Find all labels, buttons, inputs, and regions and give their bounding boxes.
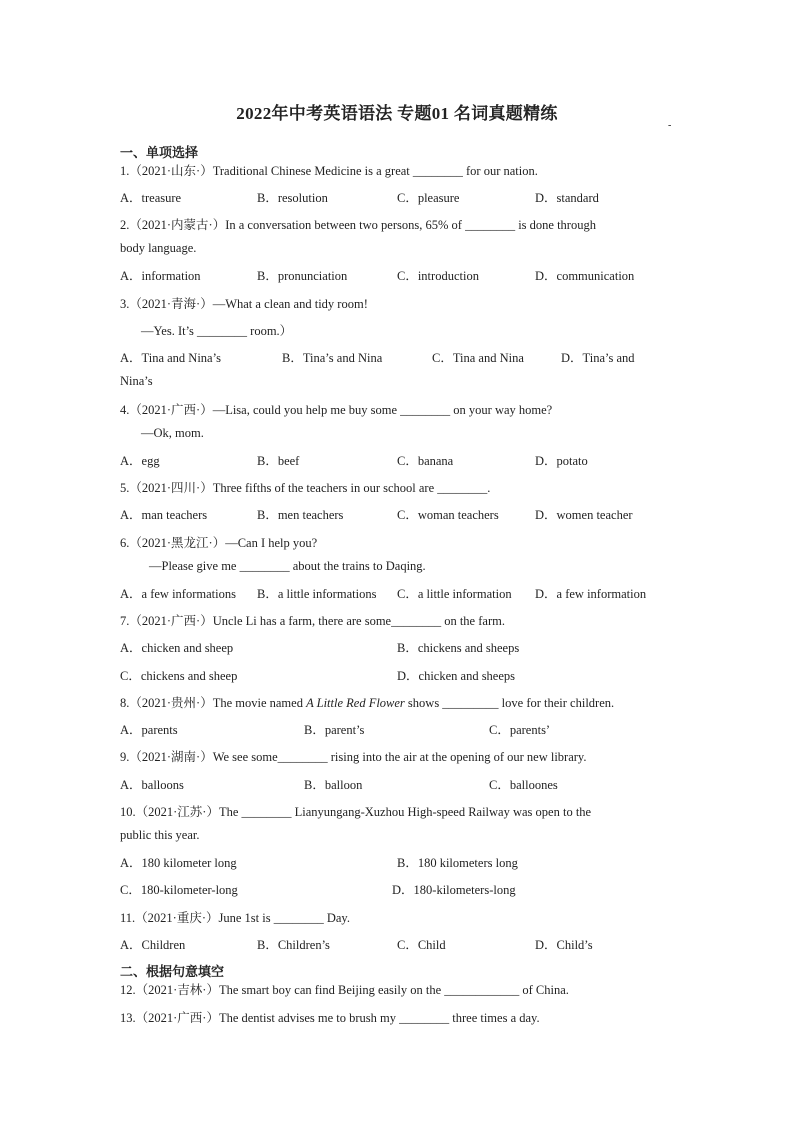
q9-option-a[interactable]: A．balloons	[120, 778, 184, 792]
question-8-stem-start: 8.（2021·贵州·）The movie named	[120, 696, 307, 710]
question-4-dialogue: —Ok, mom.	[141, 426, 204, 440]
q6-option-d[interactable]: D．a few information	[535, 587, 647, 601]
q2-option-c[interactable]: C．introduction	[397, 269, 479, 283]
q7-option-b[interactable]: B．chickens and sheeps	[397, 641, 520, 655]
q5-option-a[interactable]: A．man teachers	[120, 508, 208, 522]
q1-option-d[interactable]: D．standard	[535, 191, 599, 205]
q2-option-a[interactable]: A．information	[120, 269, 201, 283]
question-2-stem-cont: body language.	[120, 241, 197, 255]
question-10-stem-cont: public this year.	[120, 828, 200, 842]
question-6-dialogue: —Please give me ________ about the trains to Daqing.	[149, 559, 426, 573]
q1-option-c[interactable]: C．pleasure	[397, 191, 460, 205]
q10-option-c[interactable]: C．180-kilometer-long	[120, 883, 238, 897]
q3-option-b[interactable]: B．Tina’s and Nina	[282, 351, 383, 365]
q6-option-a[interactable]: A．a few informations	[120, 587, 236, 601]
q6-option-b[interactable]: B．a little informations	[257, 587, 377, 601]
q5-option-b[interactable]: B．men teachers	[257, 508, 344, 522]
q5-option-d[interactable]: D．women teacher	[535, 508, 633, 522]
q2-option-b[interactable]: B．pronunciation	[257, 269, 348, 283]
question-11-stem: 11.（2021·重庆·）June 1st is ________ Day.	[120, 911, 350, 925]
q7-option-c[interactable]: C．chickens and sheep	[120, 669, 238, 683]
question-2-stem: 2.（2021·内蒙古·）In a conversation between two persons, 65% of ________ is done through	[120, 218, 596, 232]
q4-option-d[interactable]: D．potato	[535, 454, 588, 468]
q9-option-b[interactable]: B．balloon	[304, 778, 363, 792]
q3-option-a[interactable]: A．Tina and Nina’s	[120, 351, 221, 365]
question-9-stem: 9.（2021·湖南·）We see some________ rising into the air at the opening of our new library.	[120, 750, 587, 764]
q2-option-d[interactable]: D．communication	[535, 269, 635, 283]
question-6-stem: 6.（2021·黑龙江·）—Can I help you?	[120, 536, 318, 550]
section-heading-single-choice: 一、单项选择	[120, 145, 199, 160]
q3-option-c[interactable]: C．Tina and Nina	[432, 351, 524, 365]
question-3-dialogue: —Yes. It’s ________ room.）	[141, 324, 293, 338]
q11-option-b[interactable]: B．Children’s	[257, 938, 330, 952]
q8-option-a[interactable]: A．parents	[120, 723, 178, 737]
q6-option-c[interactable]: C．a little information	[397, 587, 512, 601]
movie-title: A Little Red Flower	[306, 696, 405, 710]
question-8-stem-end: shows _________ love for their children.	[404, 696, 615, 710]
q10-option-d[interactable]: D．180-kilometers-long	[392, 883, 516, 897]
question-13-stem: 13.（2021·广西·）The dentist advises me to brush my ________ three times a day.	[120, 1011, 540, 1025]
question-3-stem: 3.（2021·青海·）—What a clean and tidy room!	[120, 297, 368, 311]
q10-option-b[interactable]: B．180 kilometers long	[397, 856, 518, 870]
q8-option-c[interactable]: C．parents’	[489, 723, 551, 737]
q4-option-c[interactable]: C．banana	[397, 454, 454, 468]
q8-option-b[interactable]: B．parent’s	[304, 723, 365, 737]
question-10-stem: 10.（2021·江苏·）The ________ Lianyungang-Xuzhou High-speed Railway was open to the	[120, 805, 592, 819]
q9-option-c[interactable]: C．balloones	[489, 778, 558, 792]
q11-option-a[interactable]: A．Children	[120, 938, 186, 952]
q3-option-d-wrap: Nina’s	[120, 374, 153, 388]
q1-option-a[interactable]: A．treasure	[120, 191, 182, 205]
page-title: 2022年中考英语语法 专题01 名词真题精练	[236, 104, 558, 123]
question-8-stem	[120, 693, 614, 711]
q4-option-a[interactable]: A．egg	[120, 454, 160, 468]
q11-option-c[interactable]: C．Child	[397, 938, 446, 952]
q1-option-b[interactable]: B．resolution	[257, 191, 328, 205]
section-heading-fill-in: 二、根据句意填空	[120, 964, 225, 979]
question-12-stem: 12.（2021·吉林·）The smart boy can find Beijing easily on the ____________ of China.	[120, 983, 569, 997]
question-5-stem: 5.（2021·四川·）Three fifths of the teachers in our school are ________.	[120, 481, 491, 495]
q7-option-d[interactable]: D．chicken and sheeps	[397, 669, 516, 683]
question-4-stem: 4.（2021·广西·）—Lisa, could you help me buy some ________ on your way home?	[120, 403, 553, 417]
question-1-stem: 1.（2021·山东·）Traditional Chinese Medicine is a great ________ for our nation.	[120, 164, 538, 178]
question-7-stem: 7.（2021·广西·）Uncle Li has a farm, there are some________ on the farm.	[120, 614, 505, 628]
q10-option-a[interactable]: A．180 kilometer long	[120, 856, 237, 870]
q11-option-d[interactable]: D．Child’s	[535, 938, 593, 952]
q7-option-a[interactable]: A．chicken and sheep	[120, 641, 234, 655]
corner-mark: -	[668, 120, 672, 131]
q5-option-c[interactable]: C．woman teachers	[397, 508, 499, 522]
q3-option-d[interactable]: D．Tina’s and	[561, 351, 635, 365]
q4-option-b[interactable]: B．beef	[257, 454, 300, 468]
